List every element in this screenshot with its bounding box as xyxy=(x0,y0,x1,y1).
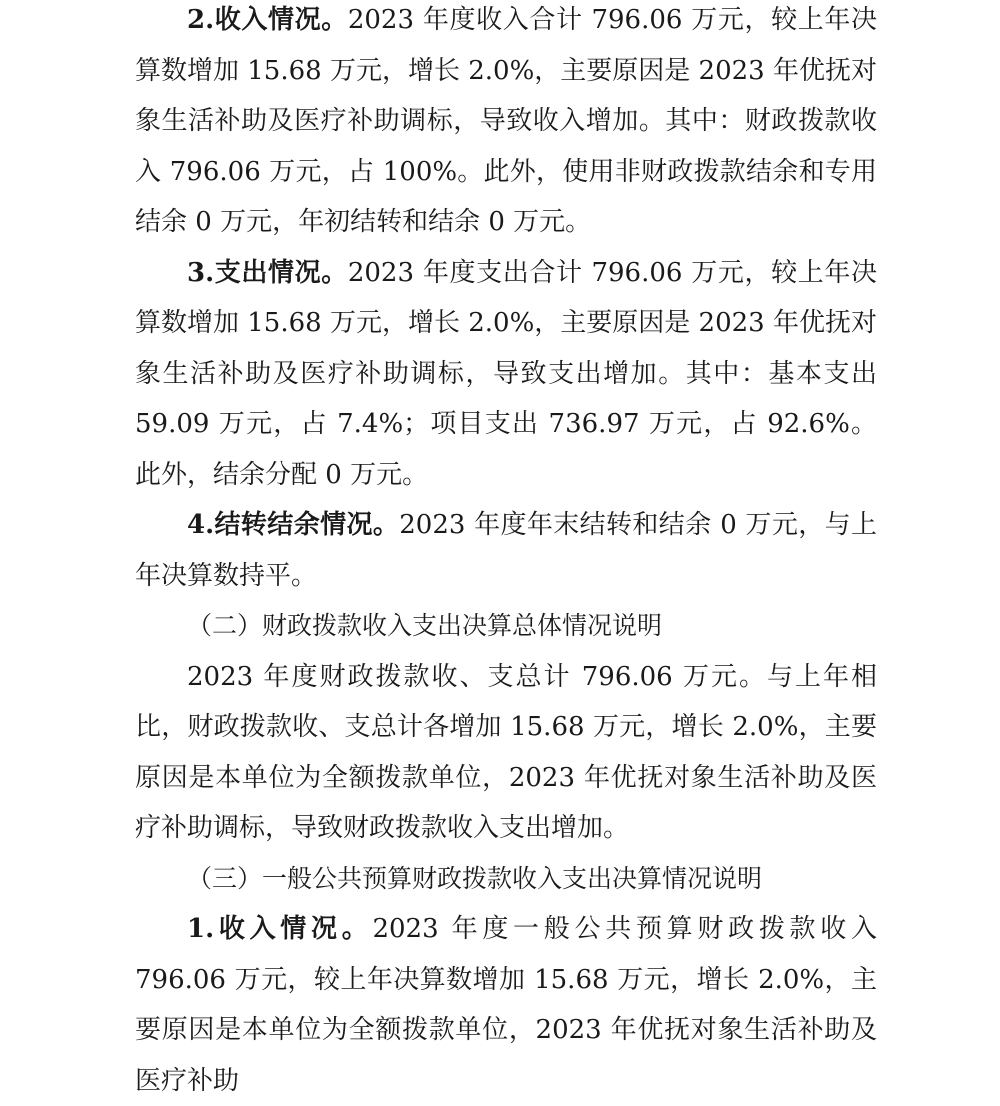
income-paragraph xyxy=(135,0,877,248)
carryover-paragraph xyxy=(135,500,877,601)
expenditure-paragraph xyxy=(135,248,877,501)
section-2-paragraph: 2023 年度财政拨款收、支总计 796.06 万元。与上年相比，财政拨款收、支总计各增加 15.68 万元，增长 2.0%，主要原因是本单位为全额拨款单位，2023 年优抚对象生活补助及医疗补助调标，导致财政拨款收入支出增加。 xyxy=(135,661,877,843)
expenditure-lead: 3.支出情况。 xyxy=(187,257,348,288)
document-page xyxy=(135,0,877,1106)
income-text: 2023 年度收入合计 796.06 万元，较上年决算数增加 15.68 万元，增长 2.0%，主要原因是 2023 年优抚对象生活补助及医疗补助调标，导致收入增加。其中：财政拨款收入 796.06 万元，占 100%。此外，使用非财政拨款结余和专用结余 0 万元，年初结转和结余 0 万元。 xyxy=(135,5,877,237)
section-3-income-lead: 1.收入情况。 xyxy=(187,914,373,944)
section-3-income-text: 2023 年度一般公共预算财政拨款收入 796.06 万元，较上年决算数增加 15.68 万元，增长 2.0%，主要原因是本单位为全额拨款单位，2023 年优抚对象生活补助及医疗补助 xyxy=(135,914,877,1096)
section-2-heading: （二）财政拨款收入支出决算总体情况说明 xyxy=(187,611,663,640)
section-3-heading: （三）一般公共预算财政拨款收入支出决算情况说明 xyxy=(187,863,763,893)
income-lead: 2.收入情况。 xyxy=(187,5,348,35)
carryover-lead: 4.结转结余情况。 xyxy=(187,510,400,540)
expenditure-text: 2023 年度支出合计 796.06 万元，较上年决算数增加 15.68 万元，增长 2.0%，主要原因是 2023 年优抚对象生活补助及医疗补助调标，导致支出增加。其中：基本支出 59.09 万元，占 7.4%；项目支出 736.97 万元，占 92.6%。此外，结余分配 0 万元。 xyxy=(135,257,877,490)
section-3-income-paragraph xyxy=(135,904,877,1106)
carryover-text: 2023 年度年末结转和结余 0 万元，与上年决算数持平。 xyxy=(135,510,877,591)
